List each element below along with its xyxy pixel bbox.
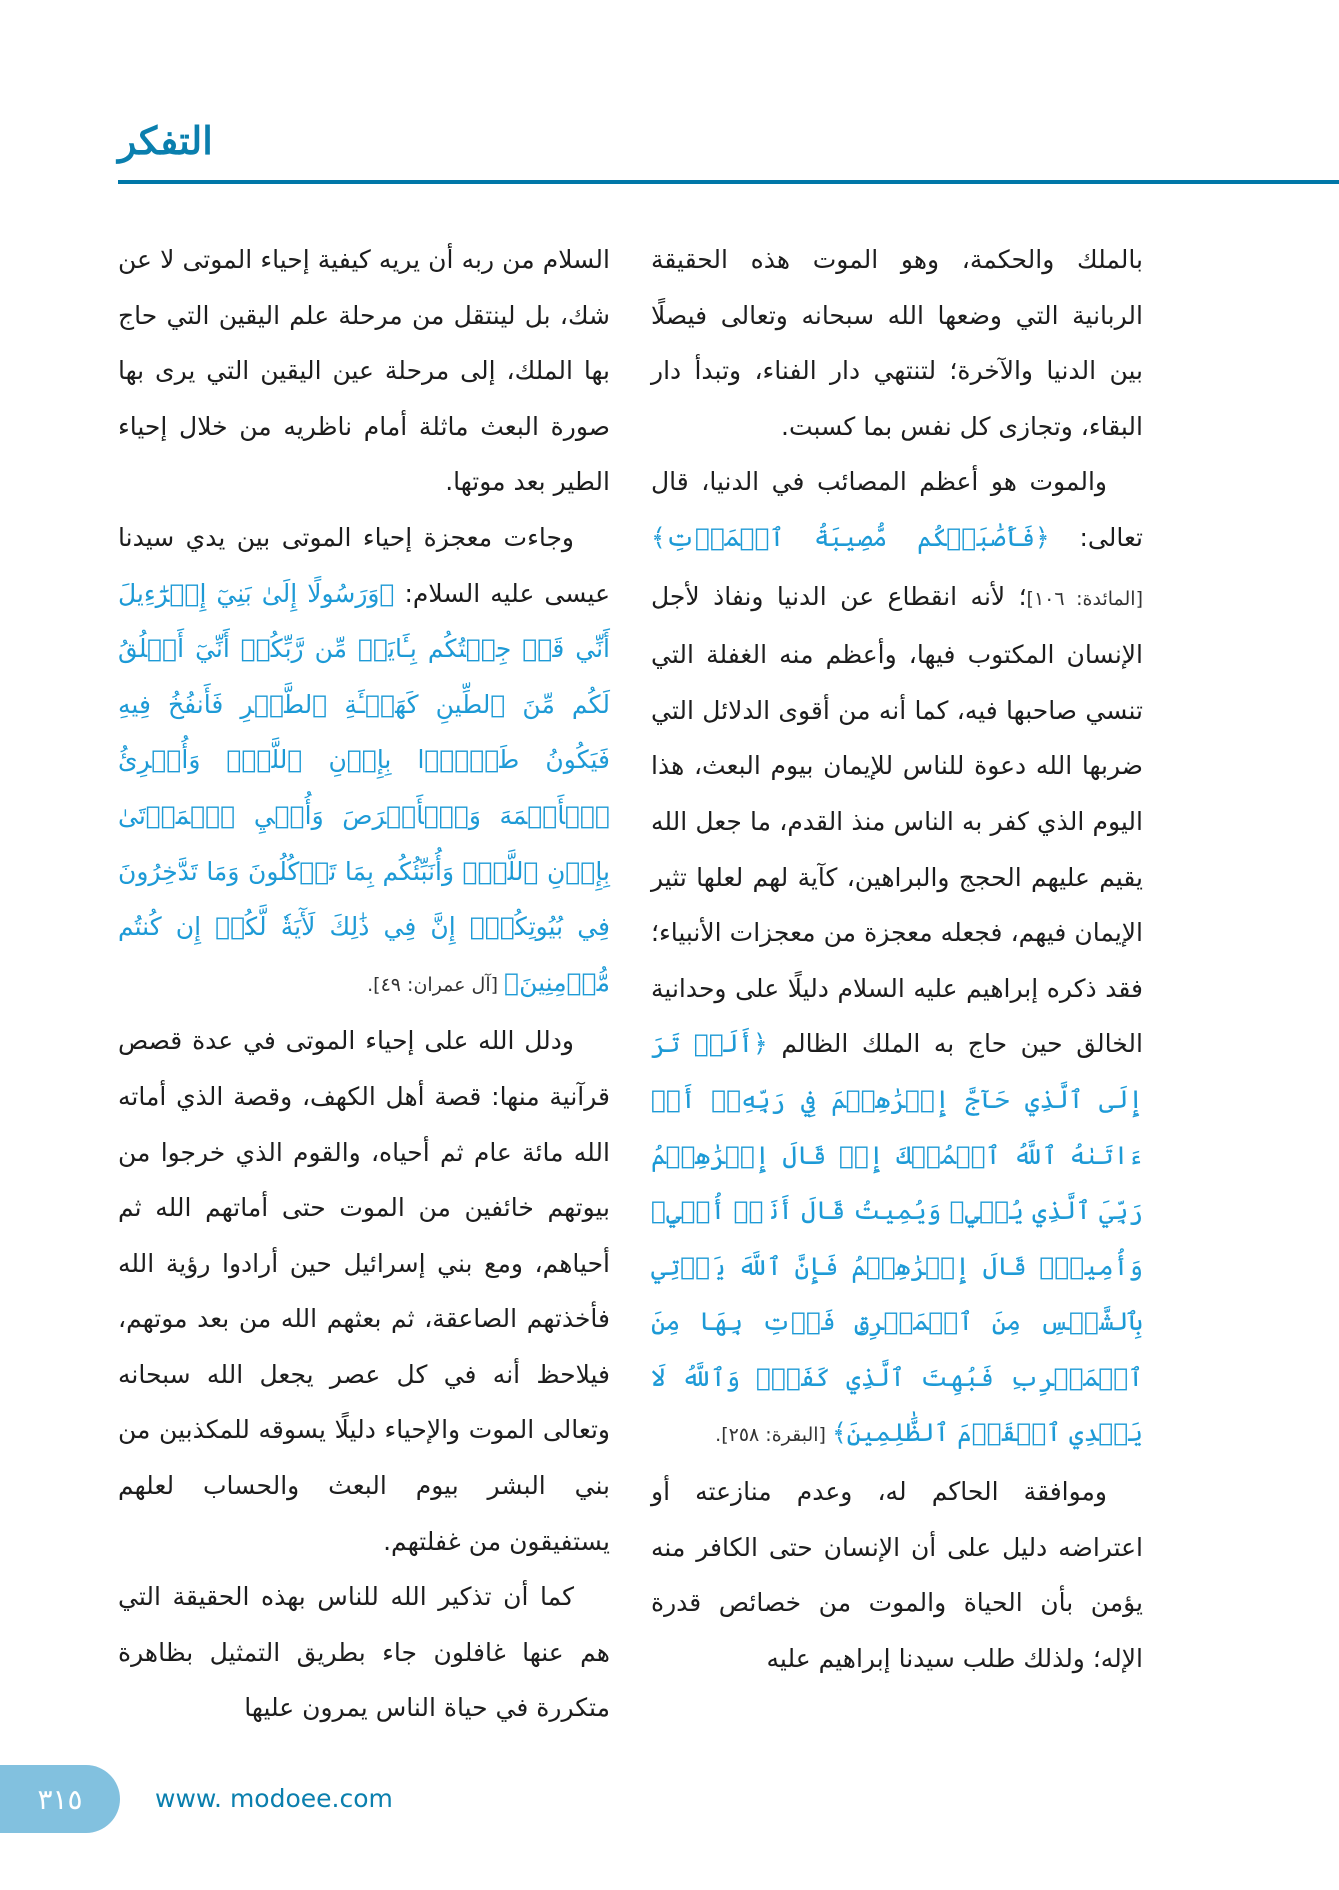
paragraph-text: ودلل الله على إحياء الموتى في عدة قصص قرآنية منها: قصة أهل الكهف، وقصة الذي أماته الله مائة عام ثم أحياه، والقوم الذي خرجوا من بيوتهم خائفين من الموت حتى أماتهم الله ثم أحياهم، ومع بني إسرائيل حين أرادوا رؤية الله فأخذتهم الصاعقة، ثم بعثهم الله من بعد موتهم، فيلاحظ أنه في كل عصر يجعل الله سبحانه وتعالى الموت والإحياء دليلًا يسوقه للمكذبين من بني البشر بيوم البعث والحساب لعلهم يستفيقون من غفلتهم. xyxy=(118,1026,610,1556)
paragraph xyxy=(118,1569,610,1736)
website-link[interactable]: www. modoee.com xyxy=(155,1784,393,1813)
left-column xyxy=(118,232,610,1736)
paragraph-text: وجاءت معجزة إحياء الموتى بين يدي سيدنا عيسى عليه السلام: xyxy=(118,522,610,608)
page-number-badge xyxy=(0,1765,120,1833)
paragraph xyxy=(651,1464,1143,1686)
paragraph-text: وموافقة الحاكم له، وعدم منازعته أو اعتراضه دليل على أن الإنسان حتى الكافر منه يؤمن بأن الحياة والموت من خصائص قدرة الإله؛ ولذلك طلب سيدنا إبراهيم عليه xyxy=(651,1477,1143,1673)
verse-reference: [المائدة: ١٠٦] xyxy=(1026,587,1143,610)
paragraph xyxy=(118,232,610,510)
header-divider xyxy=(118,180,1339,184)
paragraph xyxy=(118,1013,610,1569)
section-title: التفكر xyxy=(118,118,213,163)
right-column xyxy=(651,232,1143,1686)
paragraph xyxy=(118,510,610,1013)
paragraph xyxy=(651,232,1143,454)
verse-reference: [آل عمران: ٤٩]. xyxy=(367,973,505,996)
paragraph xyxy=(651,454,1143,1464)
quran-verse: ﴿فَأَصَٰبَتۡكُم مُّصِيبَةُ ٱلۡمَوۡتِ﴾ xyxy=(651,522,1050,552)
paragraph-text: كما أن تذكير الله للناس بهذه الحقيقة التي هم عنها غافلون جاء بطريق التمثيل بظاهرة متكررة في حياة الناس يمرون عليها xyxy=(118,1582,610,1723)
paragraph-text: السلام من ربه أن يريه كيفية إحياء الموتى لا عن شك، بل لينتقل من مرحلة علم اليقين التي حاج بها الملك، إلى مرحلة عين اليقين التي يرى بها صورة البعث ماثلة أمام ناظريه من خلال إحياء الطير بعد موتها. xyxy=(118,245,610,497)
page-number: ٣١٥ xyxy=(37,1782,83,1816)
paragraph-text: ؛ لأنه انقطاع عن الدنيا ونفاذ لأجل الإنسان المكتوب فيها، وأعظم منه الغفلة التي تنسي صاحبها فيه، كما أنه من أقوى الدلائل التي ضربها الله دعوة للناس للإيمان بيوم البعث، هذا اليوم الذي كفر به الناس منذ القدم، ما جعل الله يقيم عليهم الحجج والبراهين، كآية لهم لعلها تثير الإيمان فيهم، فجعله معجزة من معجزات الأنبياء؛ فقد ذكره إبراهيم عليه السلام دليلًا على وحدانية الخالق حين حاج به الملك الظالم xyxy=(651,581,1143,1059)
quran-verse: ﴿وَرَسُولًا إِلَىٰ بَنِيٓ إِسۡرَٰٓءِيلَ أَنِّي قَدۡ جِئۡتُكُم بِـَٔايَةٖ مِّن رَّبِّكُمۡ أَنِّيٓ أَخۡلُقُ لَكُم مِّنَ ٱلطِّينِ كَهَيۡـَٔةِ ٱلطَّيۡرِ فَأَنفُخُ فِيهِ فَيَكُونُ طَيۡرَۢا بِإِذۡنِ ٱللَّهِۖ وَأُبۡرِئُ ٱلۡأَكۡمَهَ وَٱلۡأَبۡرَصَ وَأُحۡيِ ٱلۡمَوۡتَىٰ بِإِذۡنِ ٱللَّهِۖ وَأُنَبِّئُكُم بِمَا تَأۡكُلُونَ وَمَا تَدَّخِرُونَ فِي بُيُوتِكُمۡۚ إِنَّ فِي ذَٰلِكَ لَأٓيَةٗ لَّكُمۡ إِن كُنتُم مُّؤۡمِنِينَ﴾ xyxy=(118,578,610,997)
quran-verse: ﴿أَلَمۡ تَرَ إِلَى ٱلَّذِي حَآجَّ إِبۡرَٰهِـۧمَ فِي رَبِّهِۦٓ أَنۡ ءَاتَىٰهُ ٱللَّهُ ٱلۡمُلۡكَ إِذۡ قَالَ إِبۡرَٰهِـۧمُ رَبِّيَ ٱلَّذِي يُحۡيِۦ وَيُمِيتُ قَالَ أَنَا۠ أُحۡيِۦ وَأُمِيتُۖ قَالَ إِبۡرَٰهِـۧمُ فَإِنَّ ٱللَّهَ يَأۡتِي بِٱلشَّمۡسِ مِنَ ٱلۡمَشۡرِقِ فَأۡتِ بِهَا مِنَ ٱلۡمَغۡرِبِ فَبُهِتَ ٱلَّذِي كَفَرَۗ وَٱللَّهُ لَا يَهۡدِي ٱلۡقَوۡمَ ٱلظَّٰلِمِينَ﴾ xyxy=(651,1029,1143,1448)
paragraph-text: بالملك والحكمة، وهو الموت هذه الحقيقة الربانية التي وضعها الله سبحانه وتعالى فيصلًا بين الدنيا والآخرة؛ لتنتهي دار الفناء، وتبدأ دار البقاء، وتجازى كل نفس بما كسبت. xyxy=(651,245,1143,441)
paragraph-text: والموت هو أعظم المصائب في الدنيا، قال تعالى: xyxy=(651,467,1143,552)
verse-reference: [البقرة: ٢٥٨]. xyxy=(715,1424,832,1447)
